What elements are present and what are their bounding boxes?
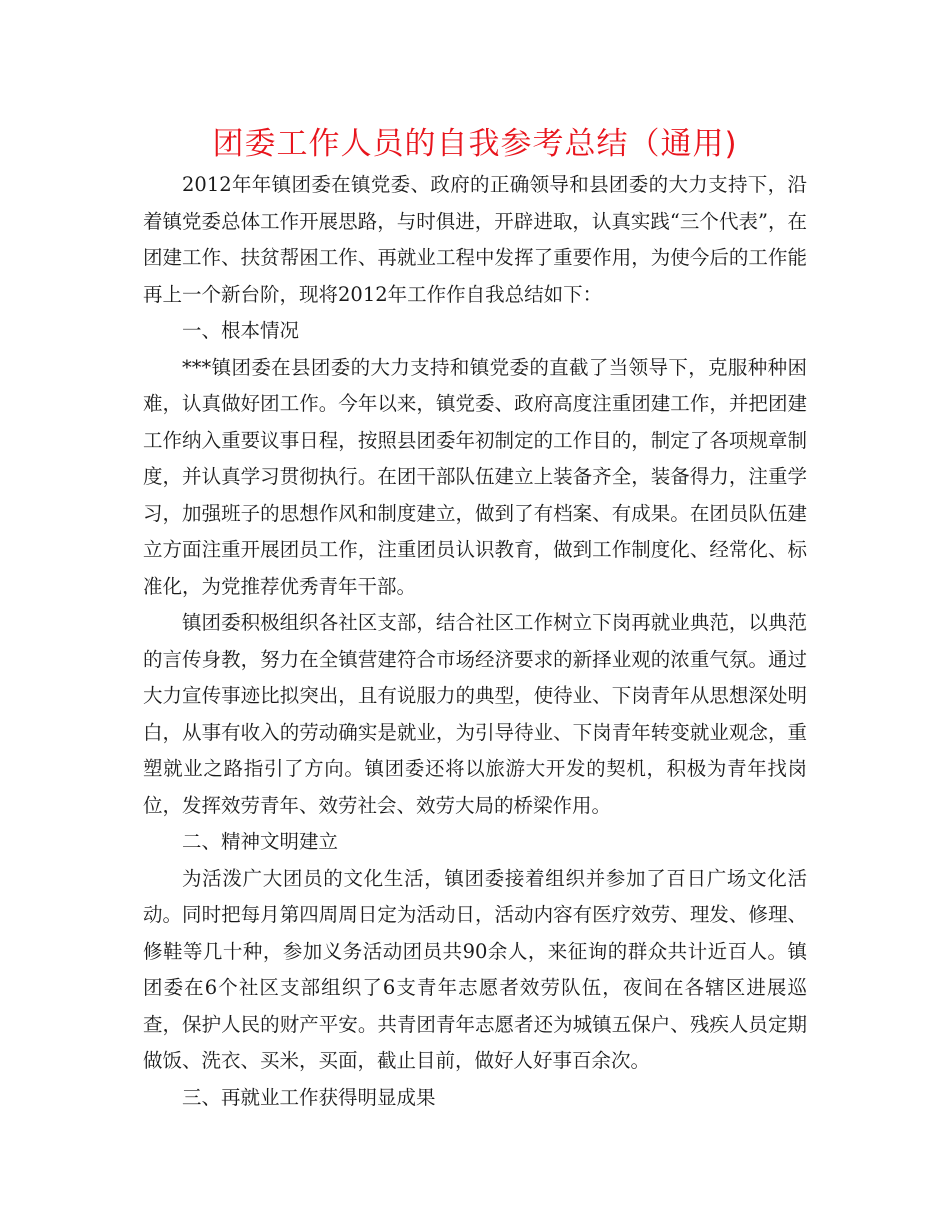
paragraph-intro: 2012年年镇团委在镇党委、政府的正确领导和县团委的大力支持下，沿着镇党委总体工作开展思路，与时俱进，开辟进取，认真实践“三个代表”，在团建工作、扶贫帮困工作、再就业工程中发挥了重要作用，为使今后的工作能再上一个新台阶，现将2012年工作作自我总结如下： [143,173,807,306]
paragraph-reemployment-models: 镇团委积极组织各社区支部，结合社区工作树立下岗再就业典范，以典范的言传身教，努力在全镇营建符合市场经济要求的新择业观的浓重气氛。通过大力宣传事迹比拟突出，且有说服力的典型，使待业、下岗青年从思想深处明白，从事有收入的劳动确实是就业，为引导待业、下岗青年转变就业观念，重塑就业之路指引了方向。镇团委还将以旅游大开发的契机，积极为青年找岗位，发挥效劳青年、效劳社会、效劳大局的桥梁作用。 [143,611,807,817]
paragraph-basic-situation: ***镇团委在县团委的大力支持和镇党委的直截了当领导下，克服种种困难，认真做好团工作。今年以来，镇党委、政府高度注重团建工作，并把团建工作纳入重要议事日程，按照县团委年初制定的工作目的，制定了各项规章制度，并认真学习贯彻执行。在团干部队伍建立上装备齐全，装备得力，注重学习，加强班子的思想作风和制度建立，做到了有档案、有成果。在团员队伍建立方面注重开展团员工作，注重团员认识教育，做到工作制度化、经常化、标准化，为党推荐优秀青年干部。 [143,355,807,598]
document-body [143,167,807,1116]
section-heading-basic: 一、根本情况 [182,319,300,342]
paragraph-cultural-activities: 为活泼广大团员的文化生活，镇团委接着组织并参加了百日广场文化活动。同时把每月第四周周日定为活动日，活动内容有医疗效劳、理发、修理、修鞋等几十种，参加义务活动团员共90余人，来征询的群众共计近百人。镇团委在6个社区支部组织了6支青年志愿者效劳队伍，夜间在各辖区进展巡查，保护人民的财产平安。共青团青年志愿者还为城镇五保户、残疾人员定期做饭、洗衣、买米，买面，截止目前，做好人好事百余次。 [143,866,807,1072]
document-title: 团委工作人员的自我参考总结（通用) [212,126,738,162]
section-heading-reemployment: 三、再就业工作获得明显成果 [182,1085,436,1109]
section-heading-civilization: 二、精神文明建立 [182,830,339,853]
